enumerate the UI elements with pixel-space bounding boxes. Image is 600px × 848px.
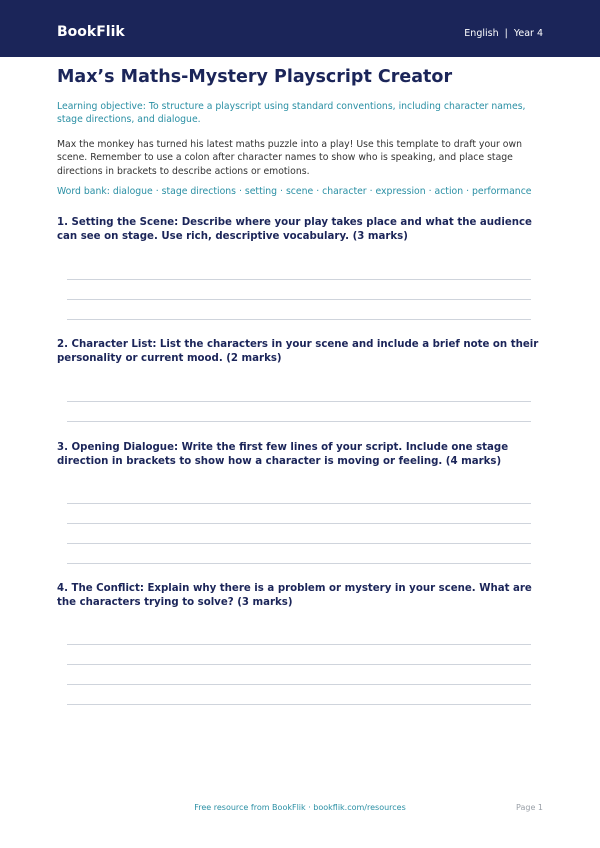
question-1: 1. Setting the Scene: Describe where your play takes place and what the audience can see on stage. Use rich, descriptive vocabulary. (3 marks) xyxy=(57,217,532,242)
answer-line-q1-3[interactable] xyxy=(67,319,531,320)
answer-line-q3-4[interactable] xyxy=(67,563,531,564)
separator: | xyxy=(504,28,508,39)
answer-line-q3-3[interactable] xyxy=(67,543,531,544)
question-3: 3. Opening Dialogue: Write the first few lines of your script. Include one stage direction in brackets to show how a character is moving or feeling. (4 marks) xyxy=(57,442,509,467)
answer-line-q2-2[interactable] xyxy=(67,421,531,422)
learning-objective: Learning objective: To structure a playscript using standard conventions, including character names, stage directions, and dialogue. xyxy=(57,101,526,126)
answer-line-q1-1[interactable] xyxy=(67,279,531,280)
question-2: 2. Character List: List the characters in your scene and include a brief note on their personality or current mood. (2 marks) xyxy=(57,339,539,364)
page-header xyxy=(0,0,600,57)
answer-line-q4-2[interactable] xyxy=(67,664,531,665)
answer-line-q3-1[interactable] xyxy=(67,503,531,504)
page-number: Page 1 xyxy=(516,803,543,812)
answer-line-q1-2[interactable] xyxy=(67,299,531,300)
answer-line-q3-2[interactable] xyxy=(67,523,531,524)
brand-logo: BookFlik xyxy=(57,24,125,40)
answer-line-q4-1[interactable] xyxy=(67,644,531,645)
subject-label: English xyxy=(464,28,499,39)
intro-paragraph: Max the monkey has turned his latest maths puzzle into a play! Use this template to draft your own scene. Remember to use a colon after character names to show who is speaking, and place stage directions in brackets to describe actions or emotions. xyxy=(57,139,522,177)
answer-line-q4-4[interactable] xyxy=(67,704,531,705)
word-bank: Word bank: dialogue · stage directions · setting · scene · character · expression · action · performance xyxy=(57,186,532,197)
answer-line-q2-1[interactable] xyxy=(67,401,531,402)
answer-line-q4-3[interactable] xyxy=(67,684,531,685)
question-4: 4. The Conflict: Explain why there is a problem or mystery in your scene. What are the characters trying to solve? (3 marks) xyxy=(57,583,532,608)
footer-credit: Free resource from BookFlik · bookflik.com/resources xyxy=(194,803,406,812)
worksheet-title: Max’s Maths-Mystery Playscript Creator xyxy=(57,67,453,87)
subject-year xyxy=(464,27,543,41)
year-label: Year 4 xyxy=(513,28,543,39)
